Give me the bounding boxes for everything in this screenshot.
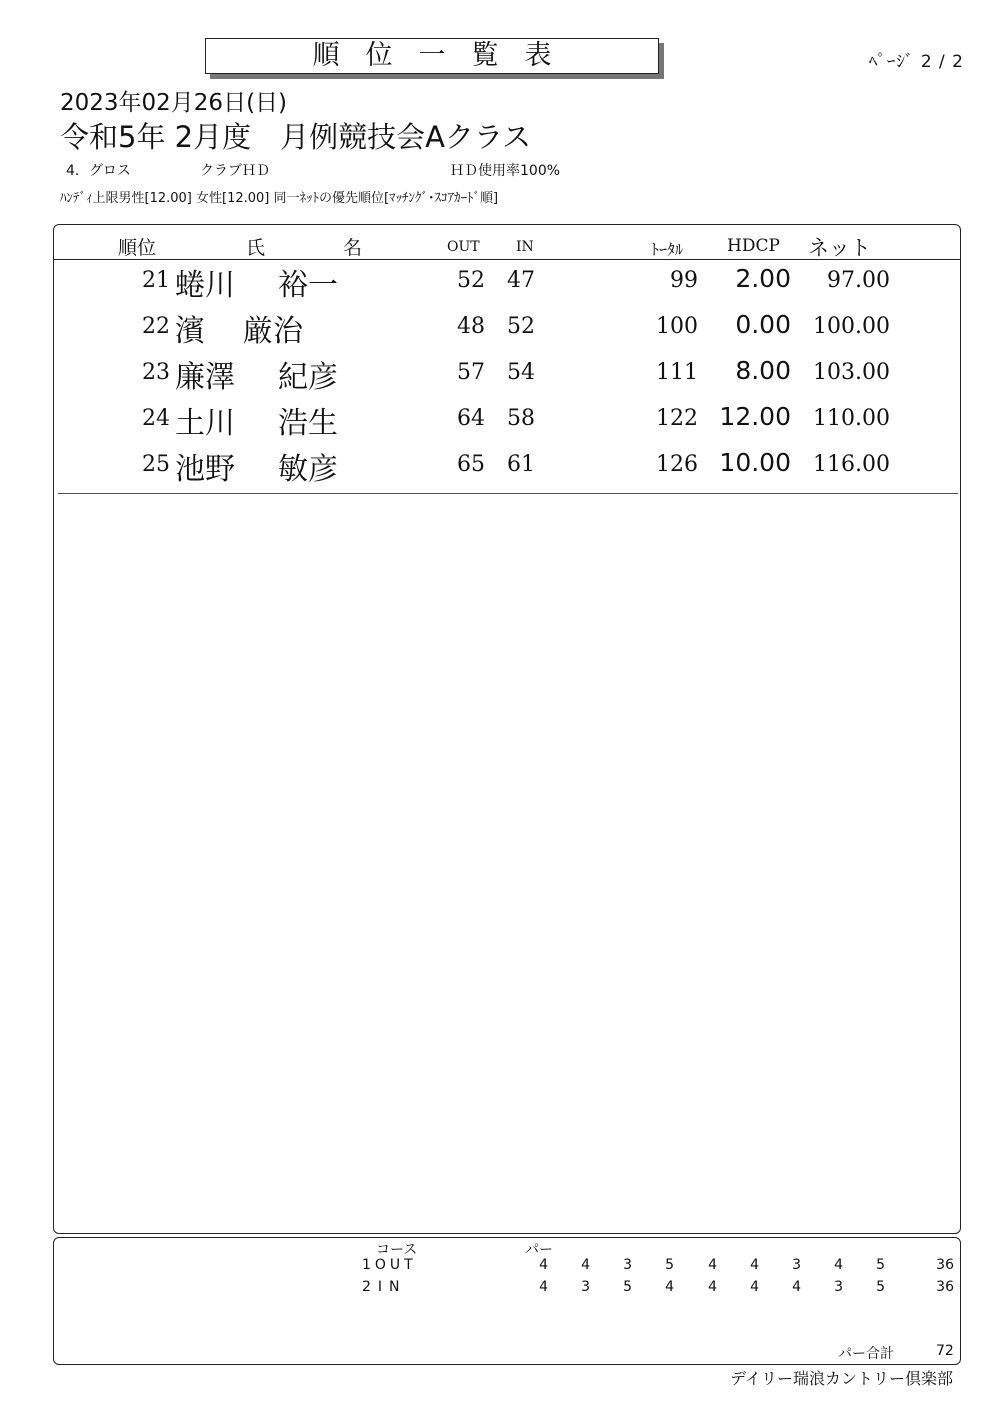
par-cell: 3 <box>623 1257 632 1273</box>
col-header-total: ﾄｰﾀﾙ <box>651 240 684 259</box>
par-cell: 5 <box>623 1279 632 1295</box>
par-cell: 4 <box>750 1257 759 1273</box>
col-header-hdcp: HDCP <box>727 236 780 256</box>
rank-cell: 24 <box>142 406 170 431</box>
col-header-in: IN <box>516 239 534 255</box>
in-score-cell: 54 <box>507 360 535 385</box>
par-cell: 4 <box>792 1279 801 1295</box>
table-end-divider <box>58 493 958 494</box>
family-name-cell: 廉澤 <box>175 360 235 395</box>
hdcp-cell: 8.00 <box>735 356 791 385</box>
par-cell: 4 <box>539 1257 548 1273</box>
in-score-cell: 61 <box>507 452 535 477</box>
par-total-label: パー合計 <box>838 1346 894 1362</box>
family-name-cell: 濱 <box>175 314 205 349</box>
net-score-cell: 116.00 <box>813 452 890 477</box>
given-name-cell: 厳治 <box>243 314 303 349</box>
event-name: 令和5年 2月度 月例競技会Aクラス <box>60 120 532 154</box>
course-out-name: 1OUT <box>362 1257 417 1273</box>
table-row <box>0 398 1000 444</box>
hdcp-cell: 10.00 <box>719 448 791 477</box>
table-row <box>0 260 1000 306</box>
hdcp-cell: 0.00 <box>735 310 791 339</box>
hdcp-cell: 12.00 <box>719 402 791 431</box>
event-date: 2023年02月26日(日) <box>60 90 288 116</box>
total-score-cell: 100 <box>656 314 698 339</box>
title-box <box>205 38 659 74</box>
page-title: 順位一覧表 <box>312 40 578 71</box>
net-score-cell: 97.00 <box>827 268 890 293</box>
in-score-cell: 52 <box>507 314 535 339</box>
par-cell: 3 <box>792 1257 801 1273</box>
rank-cell: 23 <box>142 360 170 385</box>
out-score-cell: 57 <box>457 360 485 385</box>
family-name-cell: 蜷川 <box>175 268 235 303</box>
given-name-cell: 敏彦 <box>278 452 338 487</box>
par-cell: 4 <box>834 1257 843 1273</box>
page-number: ﾍﾟｰｼﾞ 2 / 2 <box>868 52 964 72</box>
ranking-category: 4．グロス <box>66 163 131 179</box>
hdcp-cell: 2.00 <box>735 264 791 293</box>
rank-cell: 25 <box>142 452 170 477</box>
out-par-total: 36 <box>936 1257 954 1273</box>
par-total-value: 72 <box>936 1343 954 1359</box>
total-score-cell: 126 <box>656 452 698 477</box>
par-cell: 3 <box>581 1279 590 1295</box>
total-score-cell: 99 <box>670 268 698 293</box>
total-score-cell: 111 <box>656 360 698 385</box>
table-row <box>0 444 1000 490</box>
par-cell: 4 <box>708 1279 717 1295</box>
net-score-cell: 100.00 <box>813 314 890 339</box>
course-label: コース <box>376 1242 418 1258</box>
rank-cell: 22 <box>142 314 170 339</box>
given-name-cell: 裕一 <box>278 268 338 303</box>
given-name-cell: 紀彦 <box>278 360 338 395</box>
total-score-cell: 122 <box>656 406 698 431</box>
club-name: デイリー瑞浪カントリー倶楽部 <box>730 1369 953 1388</box>
col-header-family-name: 氏 <box>246 237 266 259</box>
out-score-cell: 64 <box>457 406 485 431</box>
table-row <box>0 352 1000 398</box>
out-score-cell: 48 <box>457 314 485 339</box>
family-name-cell: 土川 <box>175 406 235 441</box>
handicap-rate: ＨＤ使用率100% <box>450 163 561 179</box>
out-score-cell: 65 <box>457 452 485 477</box>
col-header-given-name: 名 <box>343 237 363 259</box>
course-in-name: 2IN <box>362 1279 407 1295</box>
in-par-total: 36 <box>936 1279 954 1295</box>
family-name-cell: 池野 <box>175 452 235 487</box>
par-cell: 4 <box>665 1279 674 1295</box>
par-cell: 5 <box>876 1279 885 1295</box>
in-score-cell: 47 <box>507 268 535 293</box>
col-header-out: OUT <box>447 239 480 255</box>
in-score-cell: 58 <box>507 406 535 431</box>
out-score-cell: 52 <box>457 268 485 293</box>
par-label: パー <box>525 1242 553 1258</box>
par-cell: 5 <box>876 1257 885 1273</box>
handicap-conditions: ﾊﾝﾃﾞｨ上限男性[12.00] 女性[12.00] 同一ﾈｯﾄの優先順位[ﾏｯﾁﾝｸﾞ･ｽｺｱｶｰﾄﾞ順] <box>60 191 499 206</box>
col-header-net: ネット <box>808 236 871 260</box>
rank-cell: 21 <box>142 268 170 293</box>
handicap-type: クラブＨＤ <box>200 163 270 179</box>
par-cell: 4 <box>708 1257 717 1273</box>
col-header-rank: 順位 <box>118 237 157 259</box>
table-row <box>0 306 1000 352</box>
net-score-cell: 110.00 <box>813 406 890 431</box>
par-cell: 5 <box>665 1257 674 1273</box>
par-cell: 3 <box>834 1279 843 1295</box>
given-name-cell: 浩生 <box>278 406 338 441</box>
par-cell: 4 <box>581 1257 590 1273</box>
net-score-cell: 103.00 <box>813 360 890 385</box>
par-cell: 4 <box>539 1279 548 1295</box>
par-cell: 4 <box>750 1279 759 1295</box>
